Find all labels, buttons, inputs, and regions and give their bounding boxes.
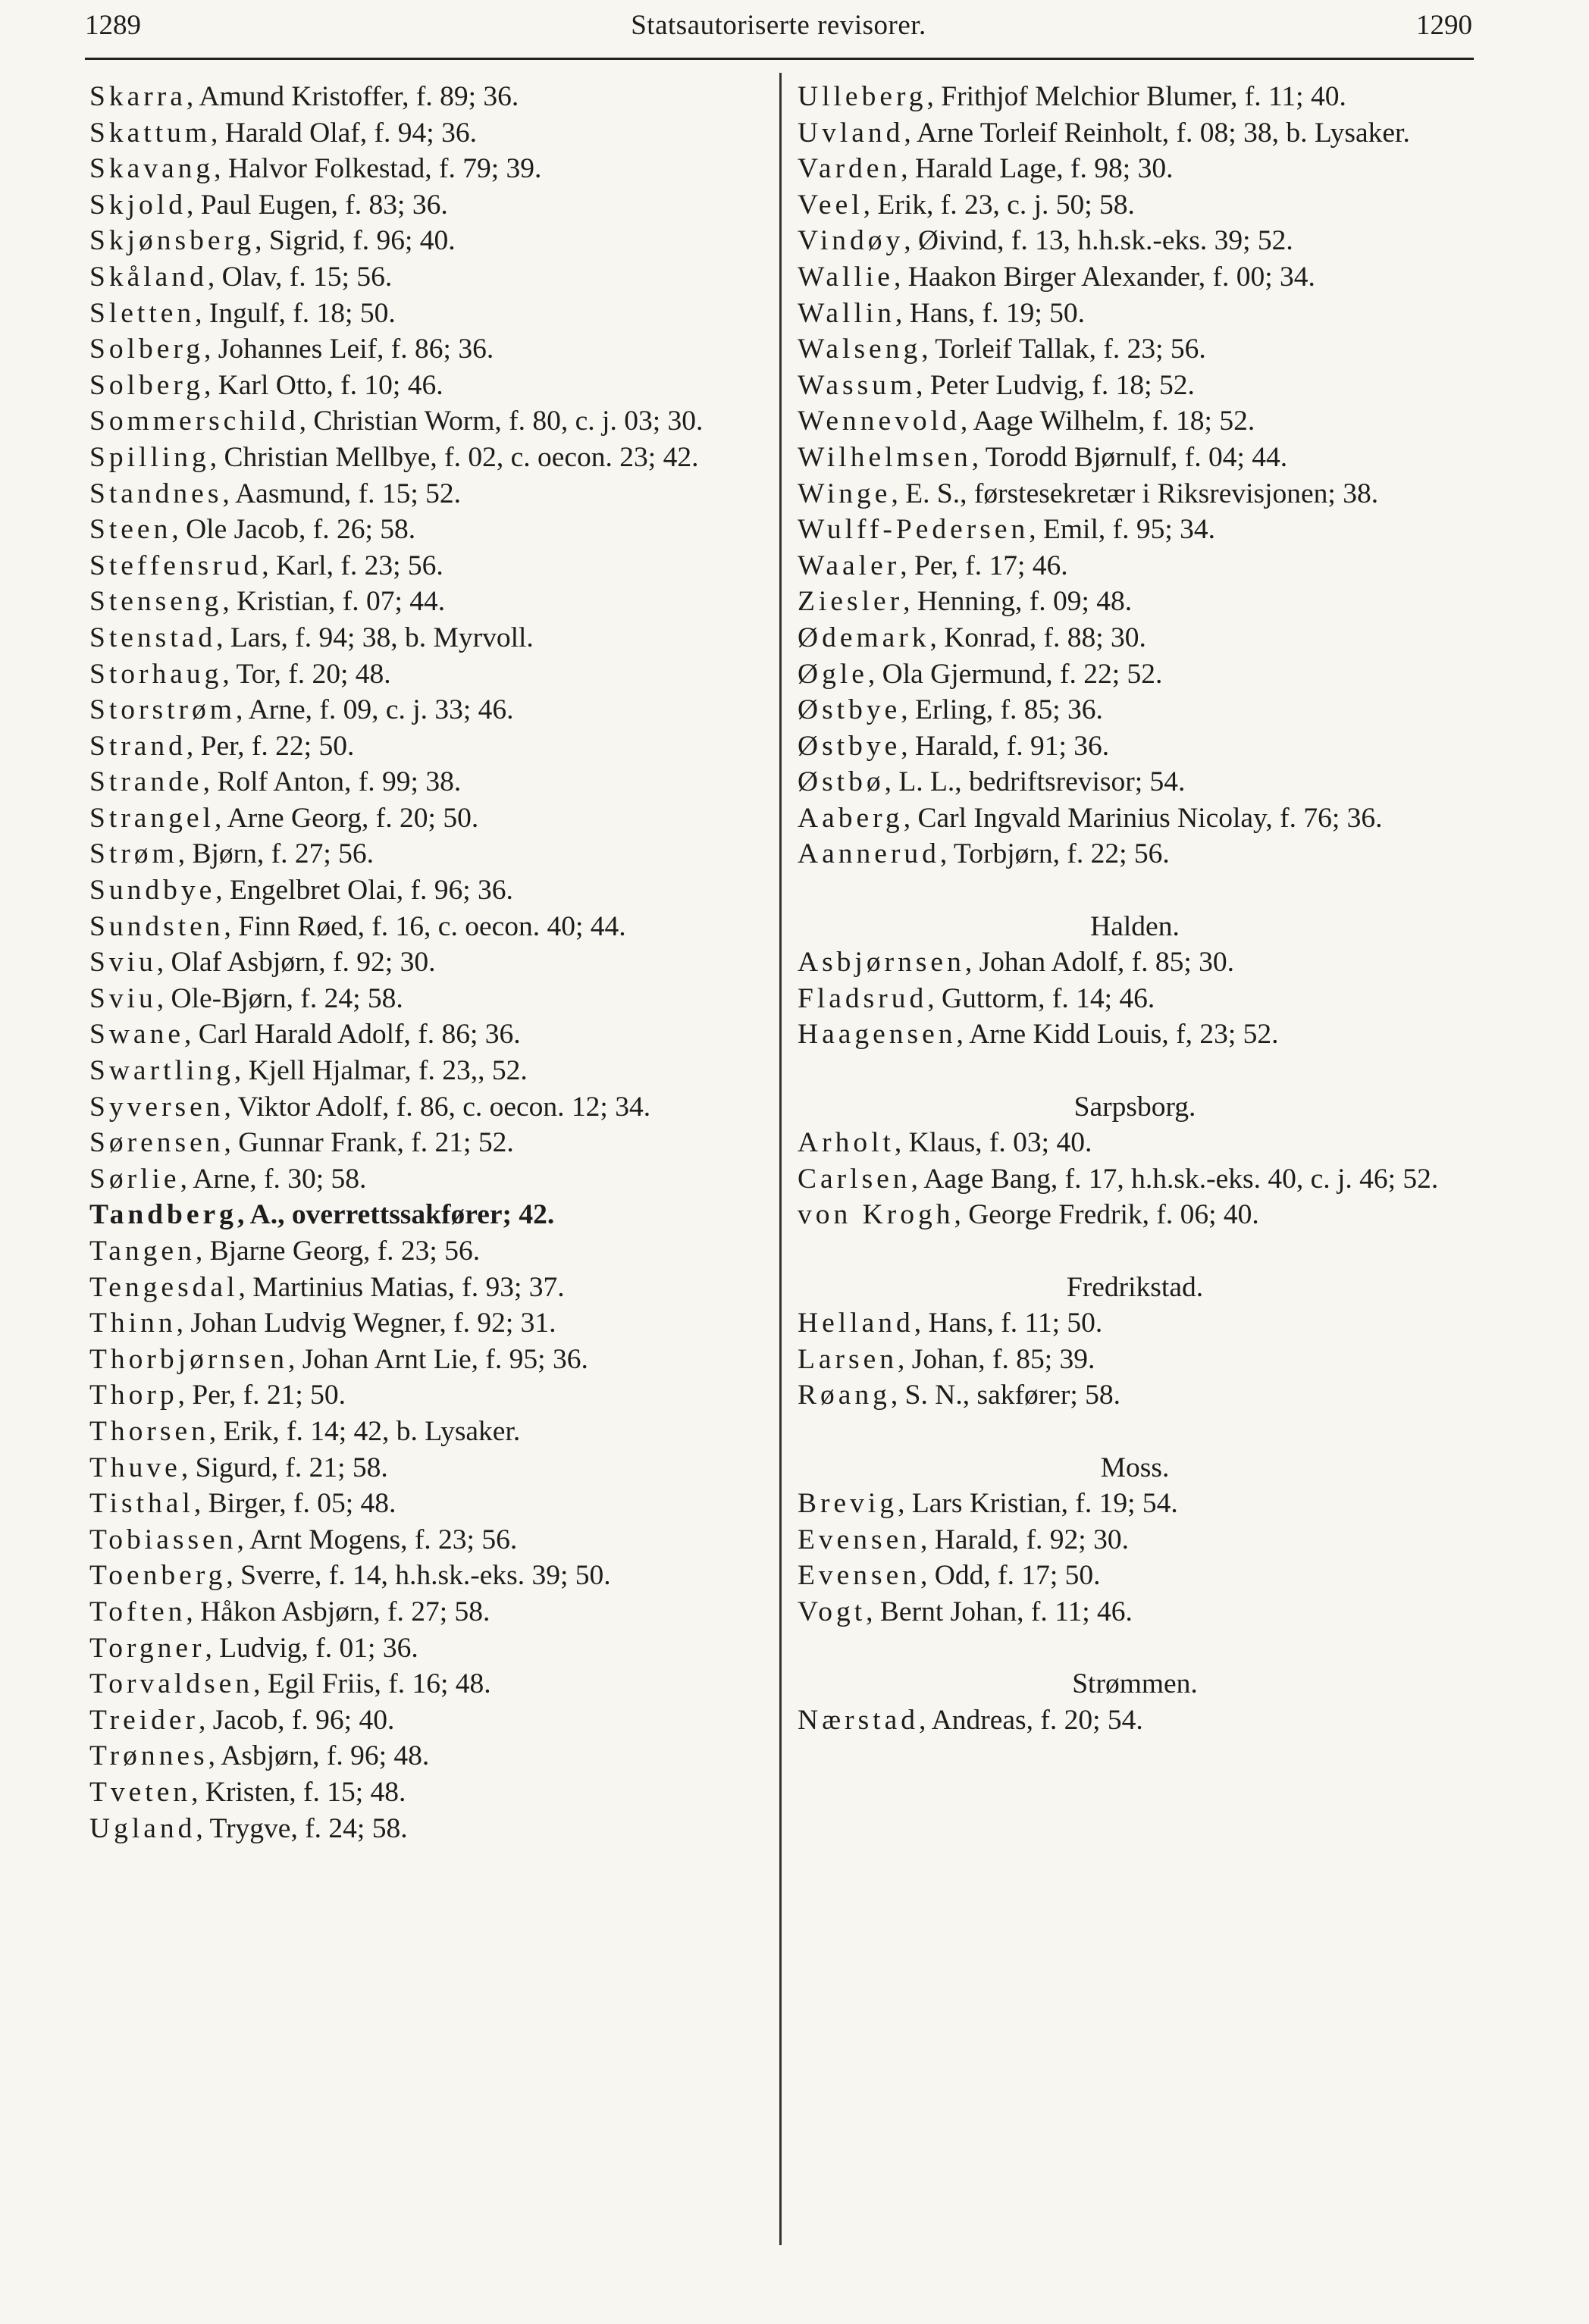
register-entry — [89, 1811, 769, 1847]
register-entry — [798, 440, 1472, 476]
entry-details: , Johan Adolf, f. 85; 30. — [964, 947, 1235, 979]
entry-details: , Per, f. 17; 46. — [900, 550, 1068, 581]
register-entry — [89, 1450, 769, 1486]
register-entry — [89, 836, 769, 872]
page-title: Statsautoriserte revisorer. — [631, 10, 926, 41]
entry-surname: Wallin — [798, 297, 896, 329]
entry-details: , Frithjof Melchior Blumer, f. 11; 40. — [926, 81, 1346, 112]
entry-details: , L. L., bedriftsrevisor; 54. — [884, 766, 1186, 798]
register-entry — [89, 1161, 769, 1198]
entry-surname: Thinn — [89, 1308, 177, 1339]
register-entry — [798, 1522, 1472, 1558]
entry-details: , Peter Ludvig, f. 18; 52. — [916, 369, 1195, 401]
entry-surname: Wassum — [798, 369, 917, 401]
entry-surname: Toften — [89, 1596, 186, 1627]
register-entry — [798, 1558, 1472, 1594]
register-entry — [89, 909, 769, 945]
entry-details: , Ole Jacob, f. 26; 58. — [171, 514, 416, 546]
entry-surname: Fladsrud — [798, 982, 928, 1014]
entry-surname: Uvland — [798, 117, 904, 149]
entry-surname: Larsen — [798, 1343, 898, 1375]
register-entry — [89, 296, 769, 332]
entry-surname: Nærstad — [798, 1704, 919, 1736]
entry-details: , Aage Bang, f. 17, h.h.sk.-eks. 40, c. j. 46; 52. — [910, 1163, 1439, 1195]
entry-surname: Østbye — [798, 694, 901, 726]
entry-details: , Kristian, f. 07; 44. — [222, 586, 446, 618]
entry-details: , Torodd Bjørnulf, f. 04; 44. — [971, 441, 1288, 473]
entry-surname: Tveten — [89, 1776, 192, 1808]
entry-surname: Wennevold — [798, 406, 961, 437]
entry-surname: Arholt — [798, 1127, 895, 1159]
register-entry — [89, 1377, 769, 1414]
register-entry — [89, 1016, 769, 1053]
register-entry — [89, 1594, 769, 1630]
entry-surname: Tandberg — [89, 1199, 237, 1231]
entry-surname: Tangen — [89, 1236, 196, 1267]
register-entry — [89, 728, 769, 765]
register-entry — [89, 1089, 769, 1126]
register-entry — [89, 800, 769, 837]
entry-details: , Martinius Matias, f. 93; 37. — [238, 1271, 565, 1303]
entry-surname: Wulff-Pedersen — [798, 514, 1030, 546]
entry-surname: Tobiassen — [89, 1524, 237, 1555]
entry-surname: Ugland — [89, 1812, 196, 1844]
entry-details: , Torbjørn, f. 22; 56. — [939, 838, 1170, 870]
entry-details: , Asbjørn, f. 96; 48. — [208, 1740, 430, 1772]
register-entry — [89, 764, 769, 800]
entry-surname: Thorp — [89, 1380, 178, 1411]
register-entry — [798, 512, 1472, 548]
register-entry — [89, 403, 769, 440]
entry-details: , Harald Lage, f. 98; 30. — [901, 153, 1174, 185]
register-entry — [798, 1197, 1472, 1233]
entry-surname: Strangel — [89, 802, 215, 834]
register-entry — [89, 1125, 769, 1161]
entry-details: , Sigurd, f. 21; 58. — [180, 1452, 388, 1483]
entry-details: , George Fredrik, f. 06; 40. — [954, 1199, 1259, 1231]
entry-surname: Swartling — [89, 1055, 234, 1087]
register-entry — [89, 1305, 769, 1342]
entry-details: , Trygve, f. 24; 58. — [196, 1812, 408, 1844]
entry-details: , Konrad, f. 88; 30. — [929, 622, 1146, 653]
entry-details: , Arne, f. 30; 58. — [180, 1163, 367, 1195]
entry-details: , Olaf Asbjørn, f. 92; 30. — [156, 947, 436, 979]
entry-surname: Røang — [798, 1380, 891, 1411]
entry-surname: Thorbjørnsen — [89, 1343, 289, 1375]
entry-surname: von Krogh — [798, 1199, 954, 1231]
right-column — [798, 79, 1472, 1738]
entry-details: , Bjarne Georg, f. 23; 56. — [195, 1236, 481, 1267]
register-entry — [89, 331, 769, 368]
entry-details: , Karl Otto, f. 10; 46. — [203, 369, 443, 401]
entry-surname: Treider — [89, 1704, 199, 1736]
register-entry — [89, 115, 769, 152]
entry-surname: Brevig — [798, 1488, 898, 1520]
register-entry — [798, 368, 1472, 404]
entry-surname: Vogt — [798, 1596, 867, 1627]
entry-details: , Johan Arnt Lie, f. 95; 36. — [288, 1343, 588, 1375]
entry-details: , Arnt Mogens, f. 23; 56. — [237, 1524, 518, 1555]
entry-surname: Waaler — [798, 550, 901, 581]
entry-surname: Storstrøm — [89, 694, 236, 726]
register-entry — [89, 584, 769, 620]
register-entry — [798, 1377, 1472, 1414]
register-entry — [798, 656, 1472, 693]
entry-surname: Standnes — [89, 478, 223, 509]
entry-details: , Aasmund, f. 15; 52. — [222, 478, 461, 509]
entry-details: , E. S., førstesekretær i Riksrevisjonen; 38. — [891, 478, 1379, 509]
register-entry — [798, 620, 1472, 656]
register-entry — [89, 368, 769, 404]
register-entry — [798, 79, 1472, 115]
register-entry — [798, 223, 1472, 259]
register-entry — [89, 1342, 769, 1378]
entry-details: , Bernt Johan, f. 11; 46. — [866, 1596, 1133, 1627]
register-entry — [89, 944, 769, 981]
city-heading: Moss. — [1100, 1452, 1170, 1483]
entry-surname: Ødemark — [798, 622, 930, 653]
entry-details: , Håkon Asbjørn, f. 27; 58. — [186, 1596, 490, 1627]
entry-details: , Erik, f. 14; 42, b. Lysaker. — [208, 1415, 521, 1447]
entry-surname: Varden — [798, 153, 901, 185]
entry-surname: Skattum — [89, 117, 212, 149]
register-entry — [89, 548, 769, 584]
entry-details: , Aage Wilhelm, f. 18; 52. — [960, 406, 1255, 437]
city-heading: Strømmen. — [1072, 1668, 1198, 1700]
entry-details: , Egil Friis, f. 16; 48. — [253, 1668, 491, 1700]
register-entry — [798, 1486, 1472, 1522]
entry-surname: Skåland — [89, 261, 208, 293]
entry-surname: Skjønsberg — [89, 225, 255, 257]
entry-surname: Vindøy — [798, 225, 904, 257]
entry-surname: Veel — [798, 189, 863, 221]
register-entry — [89, 151, 769, 187]
register-entry — [798, 259, 1472, 296]
entry-surname: Skarra — [89, 81, 186, 112]
entry-details: , Øivind, f. 13, h.h.sk.-eks. 39; 52. — [904, 225, 1293, 257]
entry-details: , Arne Kidd Louis, f, 23; 52. — [956, 1019, 1279, 1051]
entry-details: , Odd, f. 17; 50. — [920, 1560, 1101, 1592]
entry-details: , Harald Olaf, f. 94; 36. — [211, 117, 477, 149]
entry-details: , Erling, f. 85; 36. — [901, 694, 1103, 726]
register-entry — [798, 1594, 1472, 1630]
entry-details: , Christian Mellbye, f. 02, c. oecon. 23; 42. — [209, 441, 699, 473]
register-entry — [89, 1630, 769, 1667]
entry-details: , Henning, f. 09; 48. — [903, 586, 1133, 618]
entry-surname: Tisthal — [89, 1488, 194, 1520]
page-number-left: 1289 — [85, 10, 141, 41]
entry-surname: Øgle — [798, 658, 868, 690]
register-entry — [798, 1342, 1472, 1378]
entry-details: , Rolf Anton, f. 99; 38. — [202, 766, 462, 798]
register-entry — [798, 1702, 1472, 1739]
entry-surname: Strøm — [89, 838, 178, 870]
register-entry — [798, 981, 1472, 1017]
entry-details: , Viktor Adolf, f. 86, c. oecon. 12; 34. — [224, 1091, 651, 1123]
entry-details: , Per, f. 22; 50. — [186, 730, 355, 762]
entry-details: , Johannes Leif, f. 86; 36. — [203, 334, 494, 365]
entry-details: , Carl Ingvald Marinius Nicolay, f. 76; 36. — [903, 802, 1383, 834]
entry-surname: Sørensen — [89, 1127, 224, 1159]
register-entry — [89, 1486, 769, 1522]
entry-surname: Sommerschild — [89, 406, 299, 437]
entry-surname: Haagensen — [798, 1019, 957, 1051]
entry-surname: Helland — [798, 1308, 914, 1339]
entry-surname: Aannerud — [798, 838, 940, 870]
entry-surname: Sletten — [89, 297, 196, 329]
entry-details: , Klaus, f. 03; 40. — [894, 1127, 1092, 1159]
city-heading: Fredrikstad. — [1066, 1271, 1204, 1303]
entry-details: , Finn Røed, f. 16, c. oecon. 40; 44. — [224, 910, 626, 942]
entry-details: , Bjørn, f. 27; 56. — [177, 838, 375, 870]
register-entry — [798, 151, 1472, 187]
entry-surname: Storhaug — [89, 658, 223, 690]
entry-surname: Stenstad — [89, 622, 217, 653]
entry-surname: Steffensrud — [89, 550, 262, 581]
register-entry — [798, 764, 1472, 800]
register-entry — [798, 1016, 1472, 1053]
entry-details: , Harald, f. 92; 30. — [920, 1524, 1129, 1555]
entry-details: , Lars Kristian, f. 19; 54. — [898, 1488, 1178, 1520]
entry-surname: Toenberg — [89, 1560, 227, 1592]
register-entry — [89, 259, 769, 296]
register-entry — [798, 800, 1472, 837]
entry-surname: Asbjørnsen — [798, 947, 965, 979]
page-header — [85, 9, 1472, 55]
entry-details: , Jacob, f. 96; 40. — [199, 1704, 395, 1736]
entry-details: , Gunnar Frank, f. 21; 52. — [224, 1127, 514, 1159]
entry-details: , Tor, f. 20; 48. — [222, 658, 391, 690]
register-entry — [798, 836, 1472, 872]
entry-details: , Olav, f. 15; 56. — [207, 261, 393, 293]
register-entry — [798, 548, 1472, 584]
entry-details: , A., overrettssakfører; 42. — [237, 1199, 555, 1231]
entry-details: , Halvor Folkestad, f. 79; 39. — [214, 153, 542, 185]
entry-surname: Skjold — [89, 189, 186, 221]
register-entry — [89, 1522, 769, 1558]
register-entry — [89, 1738, 769, 1774]
register-entry — [89, 1414, 769, 1450]
register-entry — [89, 1053, 769, 1089]
entry-surname: Sviu — [89, 982, 157, 1014]
entry-surname: Aaberg — [798, 802, 904, 834]
register-entry — [798, 296, 1472, 332]
register-entry — [89, 656, 769, 693]
city-heading: Sarpsborg. — [1073, 1091, 1196, 1123]
entry-surname: Sørlie — [89, 1163, 180, 1195]
register-entry — [798, 331, 1472, 368]
entry-surname: Walseng — [798, 334, 922, 365]
entry-surname: Winge — [798, 478, 892, 509]
register-entry — [89, 512, 769, 548]
register-entry — [89, 981, 769, 1017]
register-entry — [798, 187, 1472, 224]
register-entry — [798, 1125, 1472, 1161]
register-entry — [89, 476, 769, 512]
entry-surname: Syversen — [89, 1091, 224, 1123]
entry-details: , Guttorm, f. 14; 46. — [927, 982, 1155, 1014]
entry-surname: Solberg — [89, 334, 204, 365]
entry-surname: Sviu — [89, 947, 157, 979]
register-entry — [89, 223, 769, 259]
entry-details: , Kjell Hjalmar, f. 23,, 52. — [233, 1055, 528, 1087]
entry-details: , Torleif Tallak, f. 23; 56. — [921, 334, 1206, 365]
entry-details: , S. N., sakfører; 58. — [890, 1380, 1120, 1411]
register-entry — [798, 1161, 1472, 1198]
entry-details: , Karl, f. 23; 56. — [262, 550, 443, 581]
entry-surname: Swane — [89, 1019, 184, 1051]
register-entry — [798, 403, 1472, 440]
entry-details: , Ole-Bjørn, f. 24; 58. — [156, 982, 403, 1014]
register-entry — [89, 692, 769, 728]
entry-details: , Hans, f. 11; 50. — [914, 1308, 1103, 1339]
register-entry — [798, 1305, 1472, 1342]
left-column — [89, 79, 769, 1846]
entry-surname: Torvaldsen — [89, 1668, 254, 1700]
entry-surname: Ziesler — [798, 586, 904, 618]
register-entry — [798, 728, 1472, 765]
register-entry — [89, 1558, 769, 1594]
entry-surname: Carlsen — [798, 1163, 911, 1195]
entry-details: , Lars, f. 94; 38, b. Myrvoll. — [216, 622, 534, 653]
entry-surname: Thuve — [89, 1452, 181, 1483]
entry-details: , Erik, f. 23, c. j. 50; 58. — [863, 189, 1135, 221]
entry-details: , Per, f. 21; 50. — [177, 1380, 346, 1411]
entry-details: , Paul Eugen, f. 83; 36. — [186, 189, 448, 221]
entry-details: , Ludvig, f. 01; 36. — [205, 1632, 418, 1664]
entry-surname: Trønnes — [89, 1740, 208, 1772]
entry-surname: Stenseng — [89, 586, 223, 618]
entry-surname: Spilling — [89, 441, 210, 473]
entry-surname: Thorsen — [89, 1415, 209, 1447]
header-rule — [85, 58, 1474, 60]
entry-surname: Torgner — [89, 1632, 205, 1664]
city-heading: Halden. — [1090, 910, 1180, 942]
entry-details: , Andreas, f. 20; 54. — [919, 1704, 1143, 1736]
entry-surname: Tengesdal — [89, 1271, 239, 1303]
page-number-right: 1290 — [1416, 10, 1472, 41]
entry-details: , Emil, f. 95; 34. — [1029, 514, 1216, 546]
entry-details: , Johan, f. 85; 39. — [898, 1343, 1095, 1375]
entry-surname: Wallie — [798, 261, 894, 293]
entry-details: , Hans, f. 19; 50. — [895, 297, 1086, 329]
entry-details: , Arne, f. 09, c. j. 33; 46. — [235, 694, 514, 726]
entry-surname: Strande — [89, 766, 203, 798]
entry-details: , Amund Kristoffer, f. 89; 36. — [186, 81, 519, 112]
register-entry — [89, 1702, 769, 1739]
entry-details: , Kristen, f. 15; 48. — [191, 1776, 406, 1808]
entry-surname: Skavang — [89, 153, 215, 185]
register-entry — [89, 1270, 769, 1306]
register-entry — [89, 620, 769, 656]
entry-surname: Wilhelmsen — [798, 441, 972, 473]
register-entry — [89, 440, 769, 476]
register-entry — [89, 1774, 769, 1811]
register-entry — [89, 79, 769, 115]
entry-details: , Ingulf, f. 18; 50. — [195, 297, 396, 329]
register-entry — [89, 1666, 769, 1702]
column-divider — [779, 73, 782, 2245]
register-entry — [89, 1197, 769, 1233]
register-entry — [798, 115, 1472, 152]
register-entry — [89, 872, 769, 909]
entry-surname: Sundsten — [89, 910, 224, 942]
entry-details: , Sigrid, f. 96; 40. — [255, 225, 456, 257]
entry-details: , Johan Ludvig Wegner, f. 92; 31. — [176, 1308, 556, 1339]
entry-surname: Østbye — [798, 730, 901, 762]
entry-surname: Evensen — [798, 1560, 921, 1592]
entry-details: , Haakon Birger Alexander, f. 00; 34. — [893, 261, 1315, 293]
entry-details: , Arne Georg, f. 20; 50. — [214, 802, 479, 834]
entry-details: , Sverre, f. 14, h.h.sk.-eks. 39; 50. — [226, 1560, 611, 1592]
entry-surname: Strand — [89, 730, 186, 762]
entry-details: , Birger, f. 05; 48. — [193, 1488, 396, 1520]
register-entry — [798, 476, 1472, 512]
entry-surname: Solberg — [89, 369, 204, 401]
entry-surname: Østbø — [798, 766, 885, 798]
entry-details: , Ola Gjermund, f. 22; 52. — [867, 658, 1163, 690]
register-entry — [798, 692, 1472, 728]
register-entry — [89, 1233, 769, 1270]
entry-surname: Steen — [89, 514, 172, 546]
entry-details: , Arne Torleif Reinholt, f. 08; 38, b. Lysaker. — [904, 117, 1410, 149]
entry-surname: Ulleberg — [798, 81, 927, 112]
entry-details: , Engelbret Olai, f. 96; 36. — [215, 875, 513, 907]
entry-surname: Sundbye — [89, 875, 216, 907]
entry-surname: Evensen — [798, 1524, 921, 1555]
entry-details: , Harald, f. 91; 36. — [901, 730, 1110, 762]
register-entry — [798, 584, 1472, 620]
register-entry — [798, 944, 1472, 981]
entry-details: , Carl Harald Adolf, f. 86; 36. — [183, 1019, 521, 1051]
register-entry — [89, 187, 769, 224]
entry-details: , Christian Worm, f. 80, c. j. 03; 30. — [299, 406, 704, 437]
